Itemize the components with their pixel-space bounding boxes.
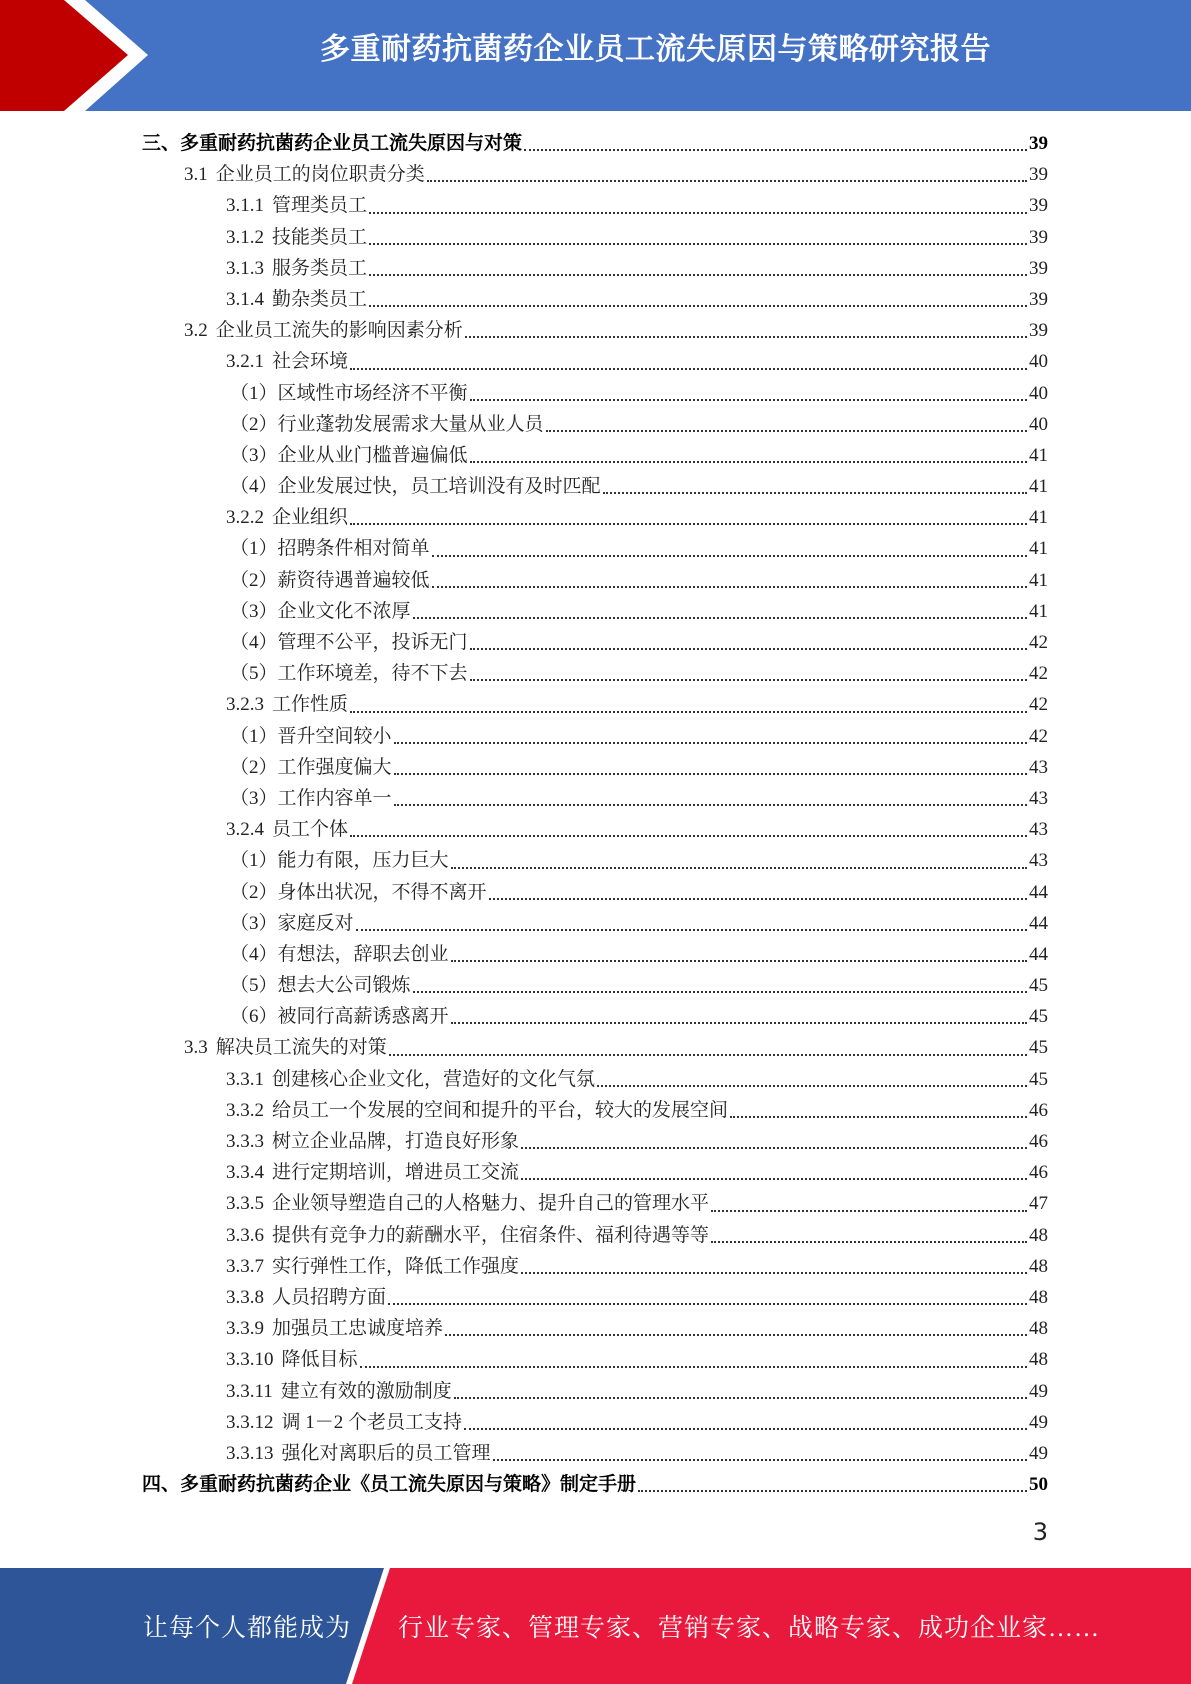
toc-entry-text: 提供有竞争力的薪酬水平，住宿条件、福利待遇等等	[272, 1224, 710, 1246]
toc-entry-page: 42	[1029, 663, 1048, 685]
toc-entry-page: 43	[1029, 756, 1048, 778]
toc-entry-title	[230, 752, 392, 783]
toc-entry-page: 40	[1029, 382, 1048, 404]
toc-entry-page: 46	[1029, 1162, 1048, 1184]
toc-entry-text: （1）招聘条件相对简单	[230, 538, 430, 560]
toc-entry-page: 42	[1029, 694, 1048, 716]
toc-entry-title	[230, 533, 430, 564]
toc-entry-number: 3.1.3	[226, 257, 264, 279]
toc-entry-number: 3.3.4	[226, 1162, 264, 1184]
toc-dot-leader	[432, 585, 1027, 588]
page-header	[0, 0, 1191, 111]
toc-entry-page: 39	[1029, 257, 1048, 279]
toc-entry-number: 3.3.6	[226, 1224, 264, 1246]
toc-entry-page: 43	[1029, 850, 1048, 872]
toc-dot-leader	[388, 1302, 1027, 1305]
toc-entry[interactable]	[142, 440, 1048, 471]
toc-dot-leader	[638, 1489, 1027, 1492]
toc-entry-page: 41	[1029, 600, 1048, 622]
toc-dot-leader	[470, 460, 1027, 463]
toc-dot-leader	[356, 928, 1027, 931]
toc-entry[interactable]	[142, 533, 1048, 564]
toc-entry-number: 3.3.12	[226, 1411, 274, 1433]
toc-entry[interactable]	[142, 721, 1048, 752]
toc-entry-page: 47	[1029, 1193, 1048, 1215]
toc-dot-leader	[394, 772, 1027, 775]
toc-entry-title	[230, 565, 430, 596]
footer-slogan-left: 让每个人都能成为	[143, 1615, 352, 1642]
toc-entry[interactable]	[142, 1344, 1048, 1375]
toc-entry-page: 49	[1029, 1442, 1048, 1464]
toc-entry-text: 服务类员工	[272, 257, 368, 279]
toc-entry-text: （3）企业文化不浓厚	[230, 600, 411, 622]
toc-entry-text: （4）管理不公平，投诉无门	[230, 632, 468, 653]
toc-dot-leader	[524, 148, 1027, 151]
toc-entry-page: 39	[1029, 288, 1048, 310]
toc-entry[interactable]	[142, 378, 1048, 409]
toc-entry-text: （6）被同行高薪诱惑离开	[230, 1006, 449, 1028]
toc-entry-text: 树立企业品牌，打造良好形象	[272, 1131, 520, 1152]
toc-dot-leader	[432, 554, 1027, 557]
toc-entry-text: （5）想去大公司锻炼	[230, 975, 411, 997]
toc-dot-leader	[521, 1146, 1027, 1149]
toc-entry-text: 降低目标	[281, 1349, 358, 1371]
toc-entry-text: （1）能力有限，压力巨大	[230, 850, 449, 872]
toc-entry-page: 45	[1029, 1006, 1048, 1028]
toc-entry-title	[184, 315, 463, 346]
toc-entry-page: 39	[1029, 320, 1048, 342]
report-title: 多重耐药抗菌药企业员工流失原因与策略研究报告	[320, 32, 991, 67]
toc-entry-page: 44	[1029, 912, 1048, 934]
toc-entry-text: 技能类员工	[272, 226, 368, 248]
toc-entry[interactable]	[142, 814, 1048, 845]
footer-slogan-right: 行业专家、管理专家、营销专家、战略专家、成功企业家……	[398, 1615, 1101, 1642]
toc-entry-page: 45	[1029, 1068, 1048, 1090]
toc-dot-leader	[389, 1053, 1027, 1056]
toc-dot-leader	[427, 179, 1027, 182]
toc-dot-leader	[445, 1333, 1027, 1336]
toc-entry[interactable]	[142, 783, 1048, 814]
toc-entry[interactable]	[142, 1032, 1048, 1063]
toc-entry-text: 四、多重耐药抗菌药企业《员工流失原因与策略》制定手册	[142, 1474, 637, 1496]
toc-entry-text: （2）身体出状况，不得不离开	[230, 881, 487, 903]
toc-entry-page: 48	[1029, 1255, 1048, 1277]
toc-dot-leader	[521, 1177, 1027, 1180]
toc-entry[interactable]	[142, 284, 1048, 315]
toc-entry-title	[230, 440, 468, 471]
toc-entry-title	[226, 346, 348, 377]
toc-dot-leader	[546, 429, 1027, 432]
toc-dot-leader	[451, 866, 1027, 869]
toc-entry-page: 39	[1029, 133, 1048, 154]
toc-entry[interactable]	[142, 502, 1048, 533]
toc-entry[interactable]	[142, 1001, 1048, 1032]
toc-entry-number: 3.2	[184, 320, 208, 342]
toc-entry-page: 41	[1029, 444, 1048, 466]
toc-entry-title	[226, 1438, 491, 1469]
toc-entry-page: 39	[1029, 164, 1048, 186]
toc-entry-title	[226, 190, 367, 221]
toc-entry-title	[226, 1126, 519, 1157]
toc-entry-text: （1）晋升空间较小	[230, 725, 392, 747]
toc-entry[interactable]	[142, 845, 1048, 876]
toc-entry[interactable]	[142, 315, 1048, 346]
toc-entry-page: 43	[1029, 787, 1048, 809]
toc-entry-title	[230, 378, 468, 409]
toc-entry-page: 40	[1029, 413, 1048, 435]
toc-entry-title	[226, 1157, 519, 1188]
toc-entry-page: 48	[1029, 1349, 1048, 1371]
toc-entry-title	[230, 596, 411, 627]
toc-entry-page: 45	[1029, 975, 1048, 997]
toc-entry[interactable]	[142, 877, 1048, 908]
toc-entry[interactable]	[142, 1469, 1048, 1500]
toc-entry[interactable]	[142, 939, 1048, 970]
toc-entry-number: 3.3.10	[226, 1349, 274, 1371]
toc-entry-text: 调 1－2 个老员工支持	[281, 1411, 463, 1433]
toc-dot-leader	[597, 1084, 1027, 1087]
toc-entry-text: （3）家庭反对	[230, 912, 354, 934]
toc-entry-text: （2）薪资待遇普遍较低	[230, 569, 430, 591]
toc-entry-number: 3.3.3	[226, 1131, 264, 1152]
page-footer	[0, 1568, 1191, 1684]
toc-entry-number: 3.3.5	[226, 1193, 264, 1215]
toc-entry-number: 3.1.4	[226, 288, 264, 310]
toc-entry-title	[184, 1032, 387, 1063]
toc-entry-text: （3）工作内容单一	[230, 787, 392, 809]
toc-entry-number: 3.3.2	[226, 1099, 264, 1121]
toc-dot-leader	[470, 398, 1027, 401]
toc-entry-text: 企业员工流失的影响因素分析	[215, 320, 463, 342]
toc-entry-title	[142, 128, 522, 159]
toc-entry-text: 给员工一个发展的空间和提升的平台，较大的发展空间	[272, 1099, 729, 1121]
toc-entry-title	[230, 658, 468, 689]
toc-dot-leader	[711, 1209, 1027, 1212]
toc-entry-title	[230, 908, 354, 939]
toc-dot-leader	[350, 367, 1027, 370]
toc-dot-leader	[394, 741, 1027, 744]
toc-entry-text: 工作性质	[272, 694, 349, 716]
toc-entry-title	[230, 783, 392, 814]
toc-entry-title	[226, 689, 348, 720]
toc-dot-leader	[465, 335, 1027, 338]
toc-entry-number: 3.2.4	[226, 819, 264, 841]
toc-entry-title	[230, 939, 449, 970]
toc-dot-leader	[394, 803, 1027, 806]
toc-entry-text: （1）区域性市场经济不平衡	[230, 382, 468, 404]
toc-entry-text: 员工个体	[272, 819, 349, 841]
table-of-contents	[142, 128, 1048, 1500]
toc-entry-page: 49	[1029, 1411, 1048, 1433]
toc-entry-text: 企业员工的岗位职责分类	[215, 164, 425, 186]
toc-entry-text: 企业领导塑造自己的人格魅力、提升自己的管理水平	[272, 1193, 710, 1215]
toc-entry-page: 46	[1029, 1131, 1048, 1152]
toc-entry-page: 50	[1029, 1474, 1048, 1496]
toc-entry-page: 45	[1029, 1037, 1048, 1059]
toc-entry-text: 解决员工流失的对策	[215, 1037, 387, 1059]
toc-entry[interactable]	[142, 1376, 1048, 1407]
toc-entry-page: 44	[1029, 943, 1048, 965]
toc-entry-number: 3.2.2	[226, 507, 264, 529]
toc-dot-leader	[413, 616, 1027, 619]
toc-entry-text: 进行定期培训，增进员工交流	[272, 1162, 520, 1184]
toc-entry[interactable]	[142, 627, 1048, 658]
toc-entry-text: 三、多重耐药抗菌药企业员工流失原因与对策	[142, 133, 523, 154]
toc-entry-page: 48	[1029, 1286, 1048, 1308]
toc-entry-title	[230, 627, 468, 658]
toc-entry-title	[226, 1188, 709, 1219]
toc-entry-number: 3.3.13	[226, 1442, 274, 1464]
toc-entry-title	[142, 1469, 636, 1500]
toc-entry-text: 人员招聘方面	[272, 1286, 387, 1308]
toc-dot-leader	[521, 1271, 1027, 1274]
toc-entry-text: （4）有想法，辞职去创业	[230, 943, 449, 965]
toc-entry[interactable]	[142, 565, 1048, 596]
toc-entry-page: 42	[1029, 725, 1048, 747]
toc-dot-leader	[489, 897, 1027, 900]
toc-dot-leader	[470, 647, 1027, 650]
toc-entry-number: 3.3.7	[226, 1255, 264, 1277]
toc-dot-leader	[730, 1115, 1027, 1118]
toc-dot-leader	[603, 491, 1027, 494]
toc-dot-leader	[451, 959, 1027, 962]
toc-entry-text: （3）企业从业门槛普遍偏低	[230, 444, 468, 466]
toc-dot-leader	[350, 834, 1027, 837]
toc-entry-title	[226, 1220, 709, 1251]
toc-entry[interactable]	[142, 1282, 1048, 1313]
toc-entry-title	[226, 1095, 728, 1126]
toc-entry[interactable]	[142, 159, 1048, 190]
toc-entry[interactable]	[142, 970, 1048, 1001]
toc-entry-title	[226, 502, 348, 533]
toc-entry[interactable]	[142, 689, 1048, 720]
toc-dot-leader	[369, 273, 1027, 276]
toc-dot-leader	[360, 1365, 1027, 1368]
toc-entry[interactable]	[142, 253, 1048, 284]
toc-dot-leader	[470, 678, 1027, 681]
toc-entry-title	[230, 1001, 449, 1032]
toc-entry[interactable]	[142, 128, 1048, 159]
toc-entry-title	[226, 253, 367, 284]
toc-entry-page: 42	[1029, 632, 1048, 653]
toc-entry-title	[226, 1376, 452, 1407]
toc-entry-text: 社会环境	[272, 351, 349, 373]
toc-entry[interactable]	[142, 1251, 1048, 1282]
toc-entry[interactable]	[142, 346, 1048, 377]
toc-entry[interactable]	[142, 471, 1048, 502]
toc-entry-text: 建立有效的激励制度	[280, 1380, 452, 1402]
toc-entry[interactable]	[142, 409, 1048, 440]
toc-entry-text: 企业组织	[272, 507, 349, 529]
toc-entry-page: 49	[1029, 1380, 1048, 1402]
toc-entry-number: 3.3	[184, 1037, 208, 1059]
toc-entry-title	[226, 1344, 358, 1375]
toc-entry-title	[226, 1282, 386, 1313]
toc-entry-page: 44	[1029, 881, 1048, 903]
toc-entry-page: 43	[1029, 819, 1048, 841]
toc-entry-number: 3.3.1	[226, 1068, 264, 1090]
toc-entry-title	[226, 1407, 462, 1438]
toc-entry-title	[230, 721, 392, 752]
page-number: 3	[1032, 1518, 1048, 1546]
toc-entry-text: 管理类员工	[272, 195, 368, 217]
toc-entry-text: （2）行业蓬勃发展需求大量从业人员	[230, 413, 544, 435]
toc-entry-number: 3.1.2	[226, 226, 264, 248]
toc-entry-page: 41	[1029, 507, 1048, 529]
toc-entry-page: 39	[1029, 226, 1048, 248]
toc-dot-leader	[464, 1427, 1027, 1430]
toc-entry-title	[226, 1313, 443, 1344]
toc-entry-number: 3.1.1	[226, 195, 264, 217]
toc-entry-text: （2）工作强度偏大	[230, 756, 392, 778]
toc-dot-leader	[451, 1021, 1027, 1024]
toc-dot-leader	[413, 990, 1027, 993]
toc-entry-number: 3.3.8	[226, 1286, 264, 1308]
toc-entry-number: 3.2.1	[226, 351, 264, 373]
toc-entry-title	[230, 970, 411, 1001]
toc-entry-text: （5）工作环境差，待不下去	[230, 663, 468, 685]
toc-dot-leader	[369, 211, 1027, 214]
toc-entry-page: 41	[1029, 476, 1048, 498]
toc-entry[interactable]	[142, 908, 1048, 939]
toc-entry[interactable]	[142, 222, 1048, 253]
toc-entry-title	[230, 471, 601, 502]
toc-entry-title	[230, 877, 487, 908]
toc-entry-title	[230, 409, 544, 440]
toc-entry-text: 强化对离职后的员工管理	[281, 1442, 491, 1464]
toc-entry-page: 46	[1029, 1099, 1048, 1121]
toc-entry[interactable]	[142, 1313, 1048, 1344]
toc-dot-leader	[711, 1240, 1027, 1243]
toc-entry[interactable]	[142, 752, 1048, 783]
toc-entry-title	[226, 222, 367, 253]
toc-entry[interactable]	[142, 1064, 1048, 1095]
toc-entry[interactable]	[142, 1095, 1048, 1126]
toc-entry[interactable]	[142, 190, 1048, 221]
toc-entry-title	[226, 814, 348, 845]
toc-entry-page: 41	[1029, 569, 1048, 591]
toc-entry-title	[230, 845, 449, 876]
toc-entry-title	[184, 159, 425, 190]
toc-entry-title	[226, 1251, 519, 1282]
toc-entry-text: 创建核心企业文化，营造好的文化气氛	[272, 1068, 596, 1090]
toc-entry[interactable]	[142, 1157, 1048, 1188]
toc-entry-text: 加强员工忠诚度培养	[272, 1318, 444, 1340]
toc-entry-page: 39	[1029, 195, 1048, 217]
toc-dot-leader	[350, 522, 1027, 525]
toc-dot-leader	[369, 304, 1027, 307]
toc-entry-title	[226, 1064, 595, 1095]
toc-entry-number: 3.2.3	[226, 694, 264, 716]
toc-entry-title	[226, 284, 367, 315]
toc-dot-leader	[454, 1396, 1027, 1399]
toc-entry-page: 48	[1029, 1224, 1048, 1246]
toc-entry[interactable]	[142, 1126, 1048, 1157]
toc-dot-leader	[369, 242, 1027, 245]
toc-dot-leader	[493, 1458, 1027, 1461]
toc-entry[interactable]	[142, 1220, 1048, 1251]
toc-entry-number: 3.3.9	[226, 1318, 264, 1340]
toc-entry-page: 48	[1029, 1318, 1048, 1340]
toc-dot-leader	[350, 710, 1027, 713]
toc-entry-text: （4）企业发展过快，员工培训没有及时匹配	[230, 476, 601, 498]
toc-entry-text: 勤杂类员工	[272, 288, 368, 310]
toc-entry[interactable]	[142, 1407, 1048, 1438]
toc-entry[interactable]	[142, 658, 1048, 689]
toc-entry[interactable]	[142, 596, 1048, 627]
toc-entry[interactable]	[142, 1188, 1048, 1219]
toc-entry-number: 3.1	[184, 164, 208, 186]
toc-entry-text: 实行弹性工作，降低工作强度	[272, 1255, 520, 1277]
toc-entry[interactable]	[142, 1438, 1048, 1469]
toc-entry-page: 41	[1029, 538, 1048, 560]
toc-entry-number: 3.3.11	[226, 1380, 273, 1402]
toc-entry-page: 40	[1029, 351, 1048, 373]
